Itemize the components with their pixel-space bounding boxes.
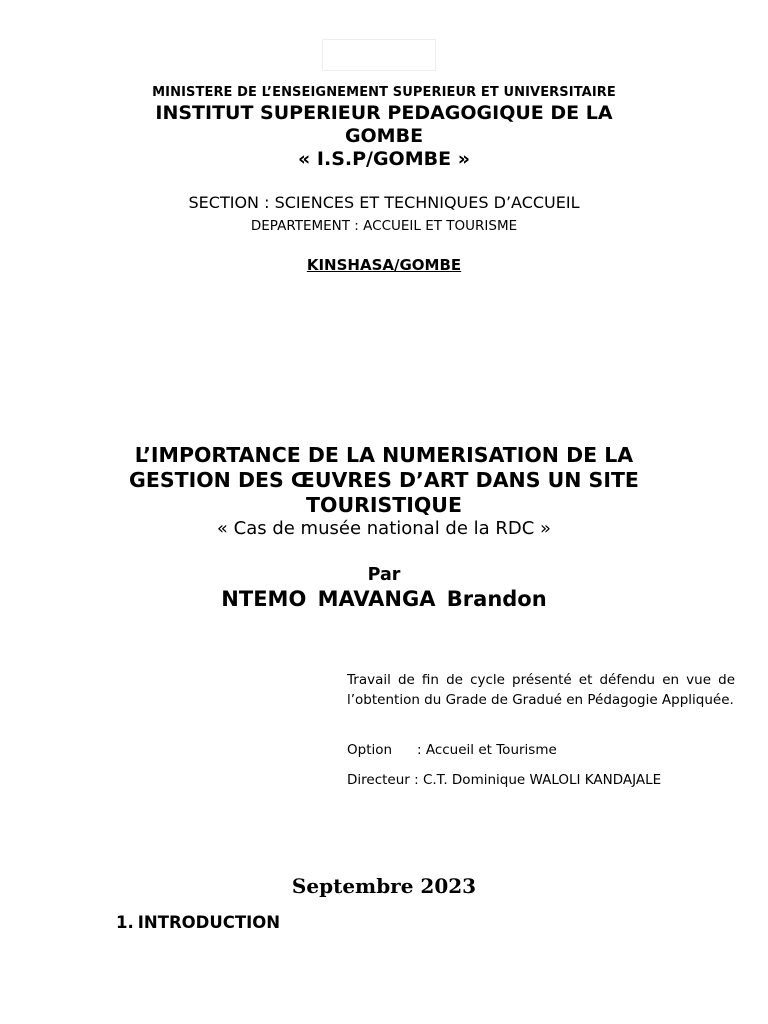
- option-line: [347, 742, 557, 758]
- thesis-subtitle: « Cas de musée national de la RDC »: [216, 518, 552, 539]
- institute-name: [0, 102, 768, 171]
- by-label: Par: [367, 565, 401, 585]
- thesis-title-line2: GESTION DES ŒUVRES D’ART DANS UN SITE: [129, 468, 639, 492]
- option-value: : Accueil et Tourisme: [417, 742, 557, 758]
- institute-name-line1: INSTITUT SUPERIEUR PEDAGOGIQUE DE LA: [155, 102, 613, 124]
- thesis-purpose: Travail de fin de cycle présenté et défendu en vue de l’obtention du Grade de Gradué en Pédagogie Appliquée.: [347, 672, 735, 708]
- director-line: Directeur : C.T. Dominique WALOLI KANDAJALE: [347, 772, 662, 788]
- ministry-name: MINISTERE DE L’ENSEIGNEMENT SUPERIEUR ET UNIVERSITAIRE: [152, 85, 616, 100]
- option-label: Option: [347, 742, 393, 758]
- section-name: SECTION : SCIENCES ET TECHNIQUES D’ACCUEIL: [188, 193, 580, 212]
- department-name: DEPARTEMENT : ACCUEIL ET TOURISME: [250, 218, 518, 234]
- section-heading: [116, 913, 280, 932]
- submission-date: Septembre 2023: [291, 874, 477, 898]
- institute-name-line2: GOMBE: [344, 125, 424, 147]
- thesis-title-line1: L’IMPORTANCE DE LA NUMERISATION DE LA: [134, 443, 634, 467]
- thesis-title-line3: TOURISTIQUE: [306, 493, 462, 517]
- logo-placeholder: [322, 39, 436, 71]
- institute-abbreviation: « I.S.P/GOMBE »: [298, 148, 470, 170]
- thesis-title: [0, 443, 768, 518]
- city-name: KINSHASA/GOMBE: [306, 256, 462, 274]
- author-name: NTEMO MAVANGA Brandon: [221, 587, 547, 611]
- section-heading-number: 1.: [116, 913, 134, 932]
- section-heading-text: INTRODUCTION: [137, 913, 281, 932]
